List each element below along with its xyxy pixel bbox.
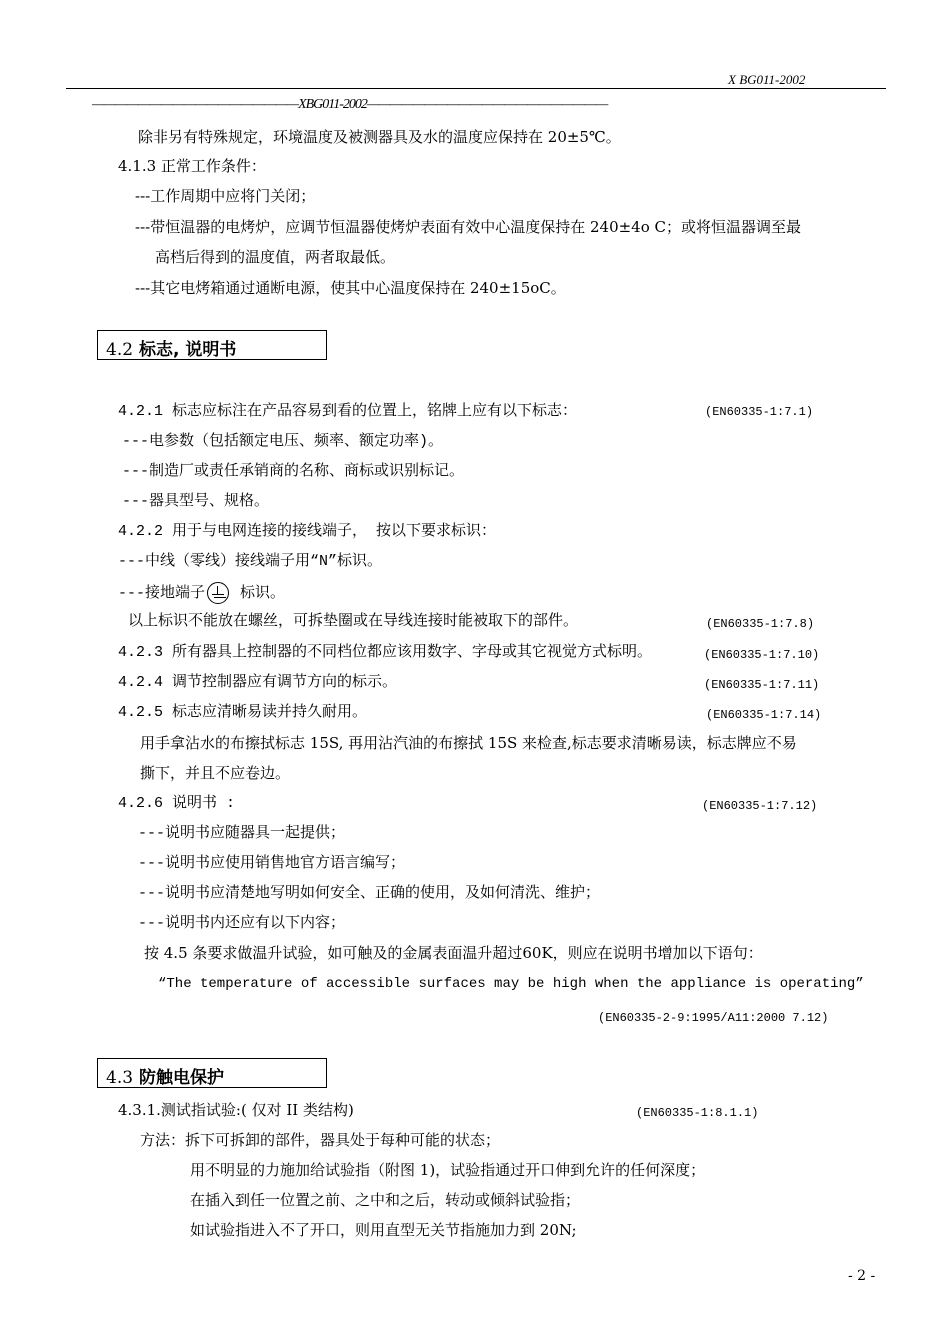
text-line: 方法：拆下可拆卸的部件，器具处于每种可能的状态；: [140, 1131, 501, 1149]
section-title: 标志, 说明书: [138, 340, 237, 360]
page-number: - 2 -: [848, 1268, 876, 1284]
text-line: 4.2.3 所有器具上控制器的不同档位都应该用数字、字母或其它视觉方式标明。: [118, 644, 653, 661]
earth-ground-icon: [207, 582, 229, 604]
text-line: ---电参数（包括额定电压、频率、额定功率)。: [122, 433, 444, 450]
text-line: ---制造厂或责任承销商的名称、商标或识别标记。: [122, 463, 465, 480]
text-line: ---说明书应使用销售地官方语言编写；: [138, 855, 406, 872]
section-number: 4.2: [106, 340, 134, 360]
text-line: ---说明书应随器具一起提供；: [138, 825, 346, 842]
reference: (EN60335-1:7.12): [702, 799, 818, 813]
header-rule: [66, 88, 886, 89]
text-line: ---其它电烤箱通过通断电源，使其中心温度保持在 240±15oC。: [135, 279, 566, 297]
text-line: 除非另有特殊规定，环境温度及被测器具及水的温度应保持在 20±5℃。: [138, 128, 621, 146]
text-line: 4.2.1 标志应标注在产品容易到看的位置上，铭牌上应有以下标志：: [118, 403, 578, 420]
reference: (EN60335-1:7.8): [706, 617, 815, 631]
header-doc-code: X BG011-2002: [728, 72, 806, 87]
text-line: ---器具型号、规格。: [122, 493, 270, 510]
text-fragment: 标识。: [231, 584, 286, 602]
header-center-code: ——————————————————XBG011-2002—————————————————————: [92, 97, 608, 112]
text-line: ---说明书内还应有以下内容；: [138, 915, 346, 932]
text-line-english: “The temperature of accessible surfaces may be high when the appliance is operating”: [158, 976, 864, 992]
text-line: ---带恒温器的电烤炉，应调节恒温器使烤炉表面有效中心温度保持在 240±4o C；或将恒温器调至最: [135, 218, 801, 236]
text-line: 撕下，并且不应卷边。: [140, 764, 291, 782]
text-line: 4.2.4 调节控制器应有调节方向的标示。: [118, 674, 398, 691]
reference: (EN60335-1:8.1.1): [636, 1106, 759, 1120]
reference: (EN60335-1:7.10): [704, 648, 820, 662]
text-line: 4.2.2 用于与电网连接的接线端子， 按以下要求标识：: [118, 523, 497, 540]
text-line-earth: [118, 582, 285, 604]
text-line: ---说明书应清楚地写明如何安全、正确的使用，及如何清洗、维护；: [138, 885, 601, 902]
text-line: 在插入到任一位置之前、之中和之后，转动或倾斜试验指；: [190, 1191, 581, 1209]
text-line: 4.1.3 正常工作条件：: [118, 157, 266, 175]
text-line: ---中线（零线）接线端子用“N”标识。: [118, 553, 383, 570]
text-line: 按 4.5 条要求做温升试验，如可触及的金属表面温升超过60K，则应在说明书增加以下语句：: [144, 944, 763, 962]
text-line: 用手拿沾水的布擦拭标志 15S, 再用沾汽油的布擦拭 15S 来检查,标志要求清晰易读，标志牌应不易: [140, 734, 797, 752]
text-fragment: ---接地端子: [118, 584, 206, 602]
section-number: 4.3: [106, 1068, 134, 1088]
text-line: 以上标识不能放在螺丝，可拆垫圈或在导线连接时能被取下的部件。: [128, 613, 579, 630]
text-line: 4.3.1.测试指试验:( 仅对 II 类结构): [118, 1101, 354, 1119]
text-line: 4.2.5 标志应清晰易读并持久耐用。: [118, 704, 368, 721]
section-heading-4-2: [97, 330, 327, 360]
section-heading-4-3: [97, 1058, 327, 1088]
text-line: ---工作周期中应将门关闭；: [135, 187, 316, 205]
text-line: 如试验指进入不了开口，则用直型无关节指施加力到 20N;: [190, 1221, 577, 1239]
section-title: 防触电保护: [138, 1068, 224, 1088]
reference: (EN60335-1:7.11): [704, 678, 820, 692]
reference: (EN60335-1:7.1): [705, 405, 814, 419]
text-line: 高档后得到的温度值，两者取最低。: [155, 248, 396, 266]
text-line: 用不明显的力施加给试验指（附图 1)，试验指通过开口伸到允许的任何深度；: [190, 1161, 706, 1179]
text-line: 4.2.6 说明书 :: [118, 795, 236, 812]
reference: (EN60335-2-9:1995/A11:2000 7.12): [598, 1011, 829, 1025]
reference: (EN60335-1:7.14): [706, 708, 822, 722]
